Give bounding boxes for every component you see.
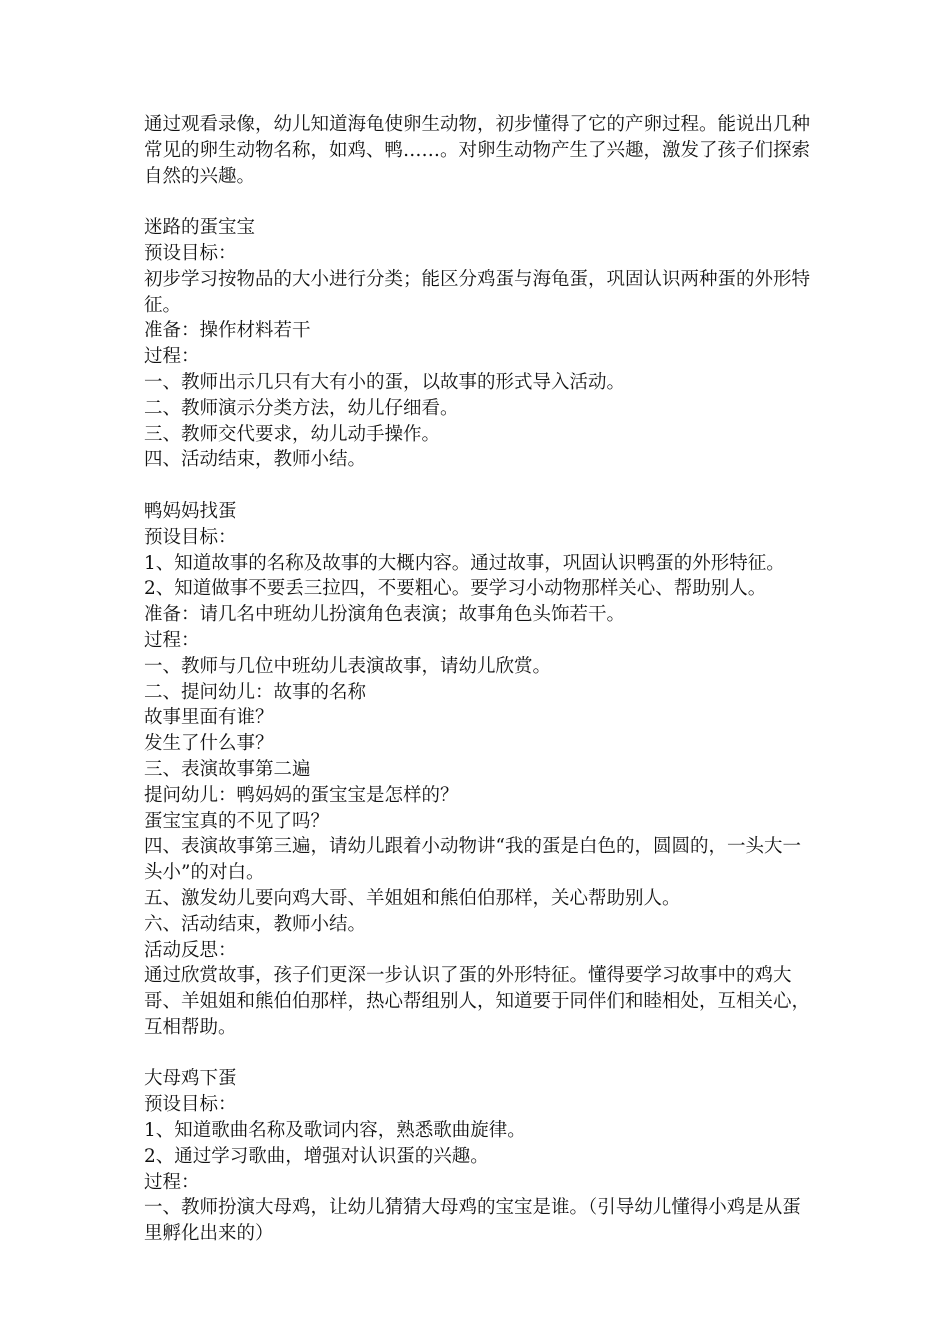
- lesson2-step: 提问幼儿：鸭妈妈的蛋宝宝是怎样的？: [144, 784, 459, 806]
- lesson3-goal-label: 预设目标：: [144, 1094, 237, 1116]
- lesson3-goal: 1、知道歌曲名称及歌词内容，熟悉歌曲旋律。: [144, 1120, 526, 1142]
- lesson2-goal: 2、知道做事不要丢三拉四，不要粗心。要学习小动物那样关心、帮助别人。: [144, 578, 767, 600]
- lesson2-title: 鸭妈妈找蛋: [144, 500, 237, 522]
- lesson2-goal: 1、知道故事的名称及故事的大概内容。通过故事，巩固认识鸭蛋的外形特征。: [144, 552, 785, 574]
- lesson2-goal-label: 预设目标：: [144, 526, 237, 548]
- lesson2-step: 一、教师与几位中班幼儿表演故事，请幼儿欣赏。: [144, 655, 552, 677]
- lesson3-process-label: 过程：: [144, 1171, 200, 1193]
- lesson2-step: 蛋宝宝真的不见了吗？: [144, 810, 330, 832]
- lesson3-goal: 2、通过学习歌曲，增强对认识蛋的兴趣。: [144, 1145, 489, 1167]
- lesson1-step: 四、活动结束，教师小结。: [144, 449, 367, 471]
- lesson2-step: 二、提问幼儿：故事的名称: [144, 681, 367, 703]
- lesson2-step: 三、表演故事第二遍: [144, 758, 311, 780]
- lesson3-title: 大母鸡下蛋: [144, 1068, 237, 1090]
- lesson2-reflection-label: 活动反思：: [144, 939, 237, 961]
- document-page: [144, 112, 814, 1247]
- lesson1-step: 一、教师出示几只有大有小的蛋，以故事的形式导入活动。: [144, 371, 626, 393]
- lesson2-step: 发生了什么事？: [144, 733, 274, 755]
- lesson1-prep: 准备：操作材料若干: [144, 320, 311, 342]
- lesson2-step: 五、激发幼儿要向鸡大哥、羊姐姐和熊伯伯那样，关心帮助别人。: [144, 887, 681, 909]
- spacer: [144, 1041, 814, 1067]
- spacer: [144, 473, 814, 499]
- lesson2-process-label: 过程：: [144, 629, 200, 651]
- spacer: [144, 189, 814, 215]
- lesson1-process-label: 过程：: [144, 346, 200, 368]
- lesson2-reflection: 通过欣赏故事，孩子们更深一步认识了蛋的外形特征。懂得要学习故事中的鸡大哥、羊姐姐和熊伯伯那样，热心帮组别人，知道要于同伴们和睦相处，互相关心，互相帮助。: [144, 965, 811, 1038]
- lesson1-goal-label: 预设目标：: [144, 242, 237, 264]
- lesson2-step: 故事里面有谁？: [144, 707, 274, 729]
- lesson2-step: 六、活动结束，教师小结。: [144, 913, 367, 935]
- lesson2-prep: 准备：请几名中班幼儿扮演角色表演；故事角色头饰若干。: [144, 604, 626, 626]
- lesson3-step: 一、教师扮演大母鸡，让幼儿猜猜大母鸡的宝宝是谁。（引导幼儿懂得小鸡是从蛋里孵化出来的）: [144, 1197, 801, 1245]
- lesson1-step: 三、教师交代要求，幼儿动手操作。: [144, 423, 441, 445]
- lesson1-title: 迷路的蛋宝宝: [144, 217, 256, 239]
- intro-paragraph: 通过观看录像，幼儿知道海龟使卵生动物，初步懂得了它的产卵过程。能说出几种常见的卵生动物名称，如鸡、鸭……。对卵生动物产生了兴趣，激发了孩子们探索自然的兴趣。: [144, 114, 811, 187]
- lesson1-step: 二、教师演示分类方法，幼儿仔细看。: [144, 397, 459, 419]
- lesson2-step: 四、表演故事第三遍，请幼儿跟着小动物讲“我的蛋是白色的，圆圆的，一头大一头小”的对白。: [144, 836, 801, 884]
- lesson1-goal: 初步学习按物品的大小进行分类；能区分鸡蛋与海龟蛋，巩固认识两种蛋的外形特征。: [144, 268, 811, 316]
